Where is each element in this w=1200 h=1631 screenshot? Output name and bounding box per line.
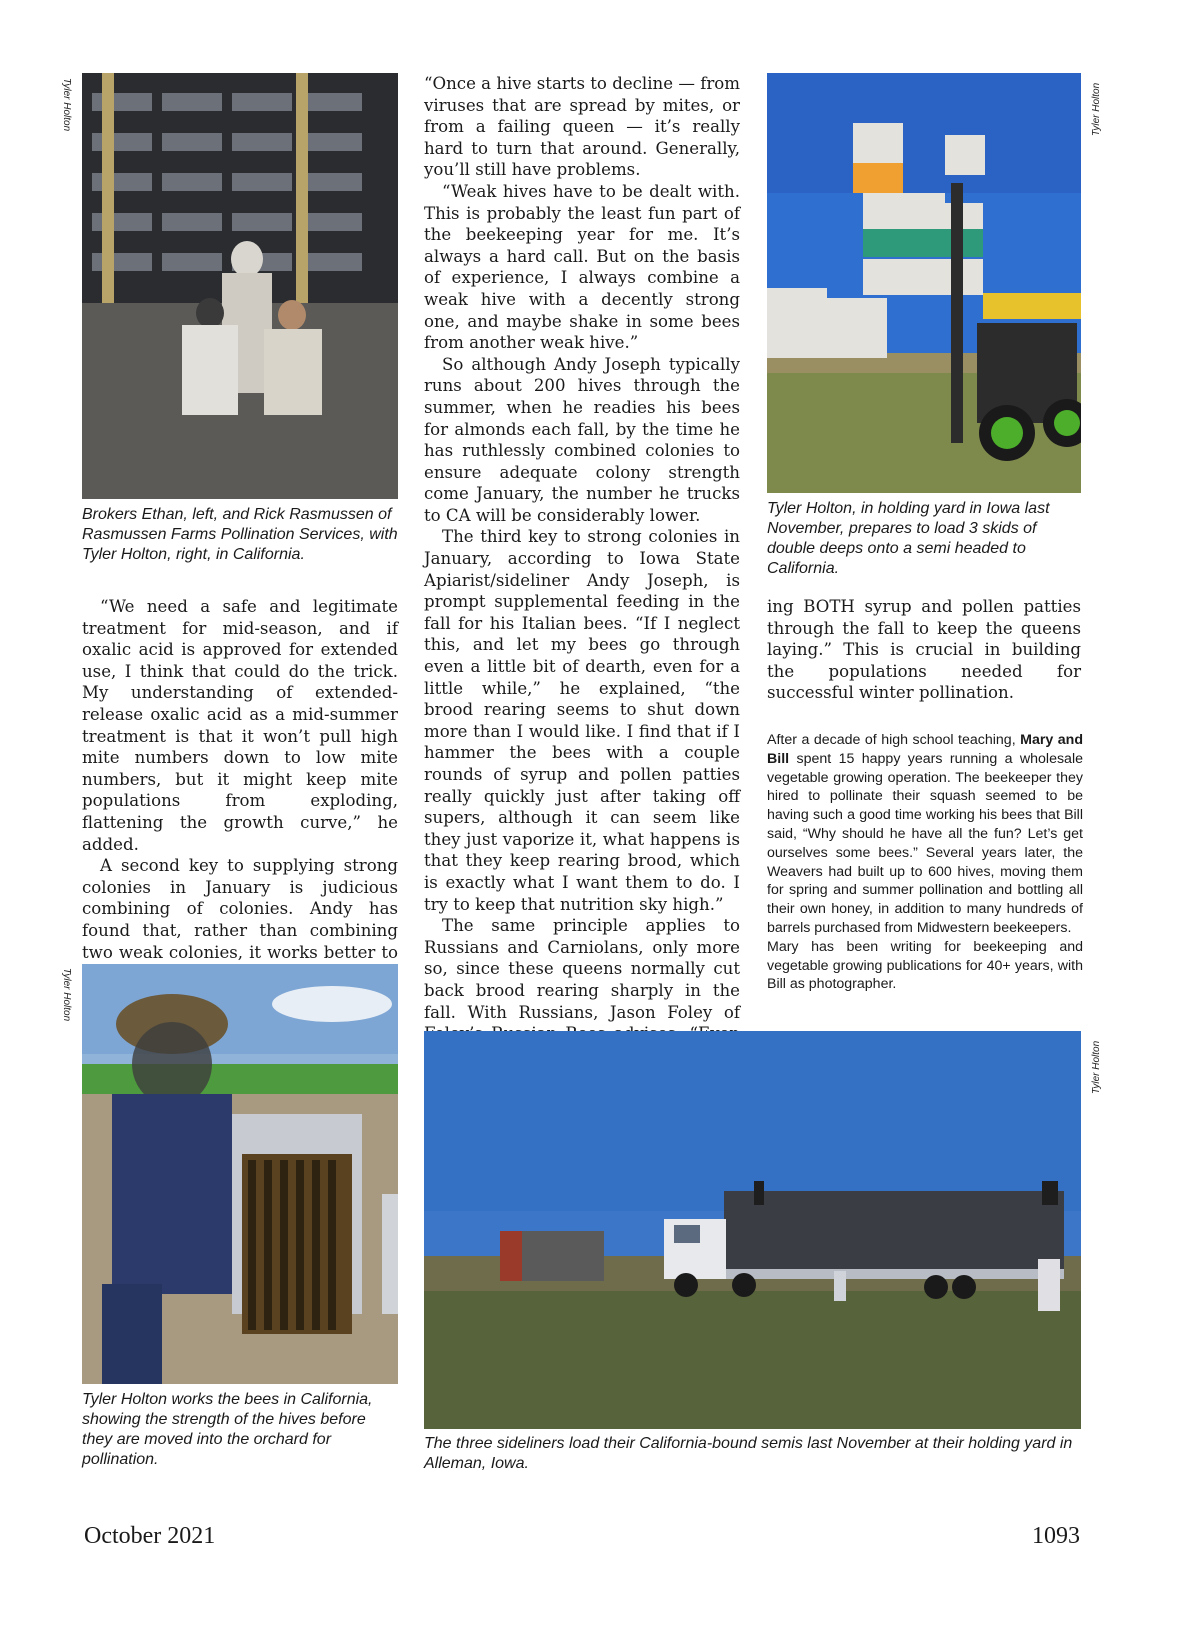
column-1-text [82,596,398,1006]
col1-paragraph: “We need a safe and legitimate treatment for mid-season, and if oxalic acid is approved for extended use, I think that could do the trick. My understanding of extended-release oxalic acid as a mid-summer treatment is that it won’t pull high mite numbers down to low mite numbers, but it might keep mite populations from exploding, flattening the growth curve,” he added. [82,597,398,854]
author-bio-paragraph [767,731,1083,938]
photo-credit-bottom-left: Tyler Holton [61,968,72,1022]
bio-intro: After a decade of high school teaching, [767,732,1016,748]
photo-credit-top-left: Tyler Holton [61,78,72,132]
col3-paragraph: ing BOTH syrup and pollen patties through the fall to keep the queens laying.” This is crucial in building the populations needed for successful winter pollination. [767,597,1081,703]
photo-credit-top-right: Tyler Holton [1091,82,1102,136]
column-2-text [424,73,740,1088]
photo-brokers-with-tyler [82,73,398,499]
photo-semis-loading [424,1031,1081,1429]
column-3-text [767,596,1081,704]
col2-paragraph: So although Andy Joseph typically runs about 200 hives through the summer, when he readies his bees for almonds each fall, by the time he has ruthlessly combined colonies to ensure adequate colony strength come January, the number he trucks to CA will be considerably lower. [424,354,740,525]
photo-holding-yard-forklift [767,73,1081,493]
caption-top-left: Brokers Ethan, left, and Rick Rasmussen of Rasmussen Farms Pollination Services, with Tyler Holton, right, in California. [82,506,398,563]
author-bio-sidebar [767,731,1083,994]
caption-top-right: Tyler Holton, in holding yard in Iowa last November, prepares to load 3 skids of double deeps onto a semi headed to California. [767,500,1050,577]
col2-paragraph: “Weak hives have to be dealt with. This is probably the least fun part of the beekeeping year for me. It’s always a hard call. But on the basis of experience, I always combine a weak hive with a decently strong one, and maybe shake in some bees from another weak hive.” [424,181,740,353]
caption-bottom-right: The three sideliners load their California-bound semis last November at their holding yard in Alleman, Iowa. [424,1435,1073,1472]
issue-date: October 2021 [84,1523,216,1549]
author-bio-second: Mary has been writing for beekeeping and vegetable growing publications for 40+ years, with Bill as photographer. [767,938,1083,993]
bio-names: Mary and Bill [767,732,1083,767]
photo-credit-bottom-right: Tyler Holton [1091,1040,1102,1094]
page-number: 1093 [1032,1523,1080,1549]
bio-body: spent 15 happy years running a wholesale vegetable growing operation. The beekeeper they hired to pollinate their squash seemed to be having such a good time working his bees that Bill said, “Why should he have all the fun? Let’s get ourselves some bees.” Several years later, the Weavers had built up to 600 hives, moving them for spring and summer pollination and bottling all their own honey, in addition to many hundreds of barrels purchased from Midwestern beekeepers. [767,750,1083,936]
col2-paragraph: The same principle applies to Russians and Carniolans, only more so, since these queens normally cut back brood rearing sharply in the fall. With Russians, Jason Foley of [424,916,740,1022]
col2-paragraph: The third key to strong colonies in January, according to Iowa State Apiarist/sideliner Andy Joseph, is prompt supplemental feeding in the fall for his Italian bees. “If I neglect this, and let my bees go through even a little bit of dearth, even for a little while,” he explained, “the brood rearing seems to shut down more than I would like. I find that if I hammer the bees with a couple rounds of syrup and pollen patties really quickly just after taking off supers, although it can seem like they just vaporize it, what happens is that they keep rearing brood, which is exactly what I want them to do. I try to keep that nutrition sky high.” [424,527,740,914]
caption-bottom-left: Tyler Holton works the bees in California, showing the strength of the hives before they are moved into the orchard for pollination. [82,1391,373,1468]
col2-lead: “Once a hive starts to decline — from viruses that are spread by mites, or from a failing queen — it’s really hard to turn that around. Generally, you’ll still have problems. [424,74,740,180]
photo-tyler-works-bees [82,964,398,1384]
col1-paragraph: A second key to supplying strong colonies in January is judicious combining of colonies. Andy has found that, rather than combining two weak colonies, it works better to [82,856,398,962]
